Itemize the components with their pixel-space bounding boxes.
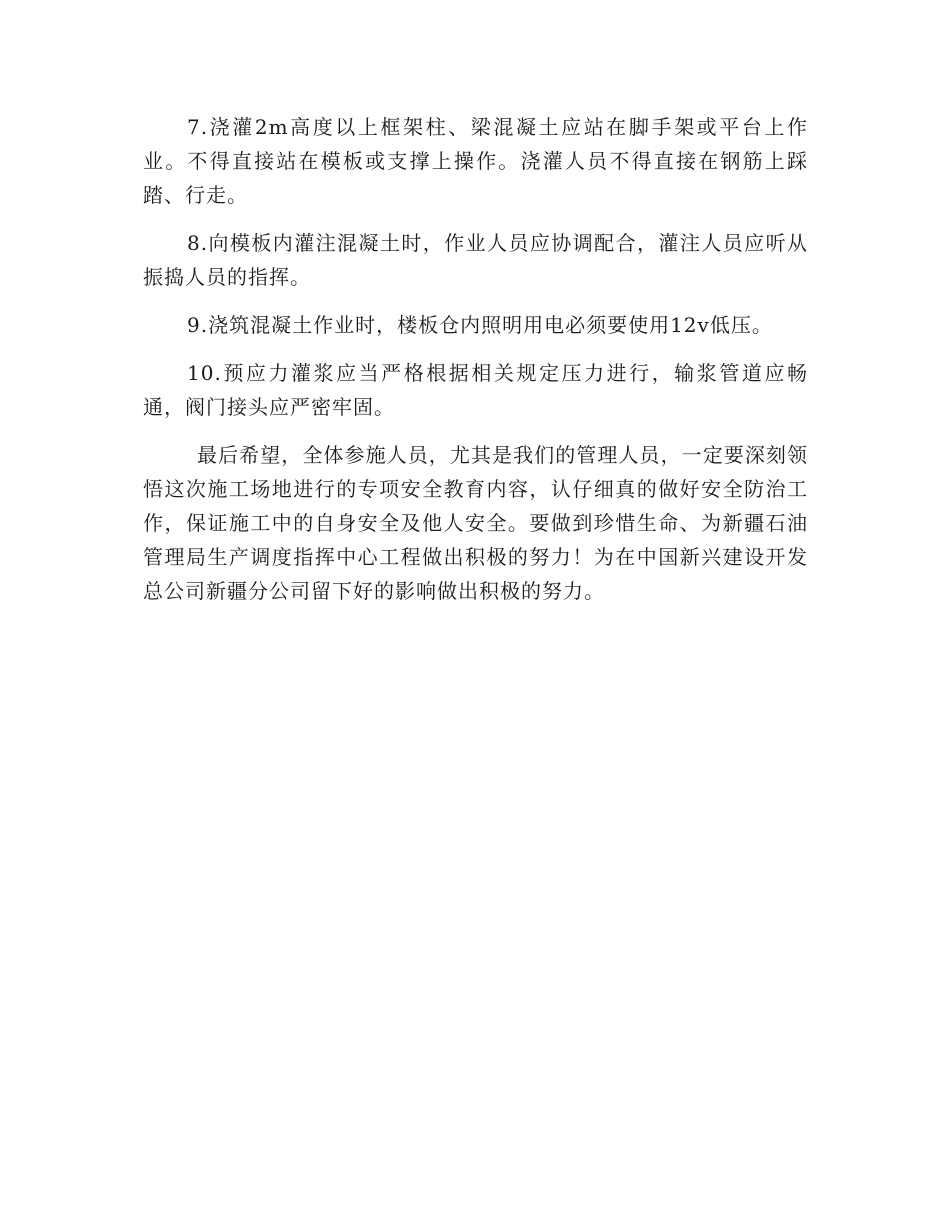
closing-paragraph: 最后希望，全体参施人员，尤其是我们的管理人员，一定要深刻领悟这次施工场地进行的专项安全教育内容，认仔细真的做好安全防治工作，保证施工中的自身安全及他人安全。要做到珍惜生命、为新疆石油管理局生产调度指挥中心工程做出积极的努力！为在中国新兴建设开发总公司新疆分公司留下好的影响做出积极的努力。 xyxy=(143,443,808,603)
document-body xyxy=(143,110,808,622)
rule-paragraph-10: 10.预应力灌浆应当严格根据相关规定压力进行，输浆管道应畅通，阀门接头应严密牢固。 xyxy=(143,361,808,419)
rule-paragraph-8: 8.向模板内灌注混凝土时，作业人员应协调配合，灌注人员应听从振捣人员的指挥。 xyxy=(143,231,808,289)
rule-paragraph-9: 9.浇筑混凝土作业时，楼板仓内照明用电必须要使用12v低压。 xyxy=(187,313,773,337)
rule-paragraph-7: 7.浇灌2m高度以上框架柱、梁混凝土应站在脚手架或平台上作业。不得直接站在模板或支撑上操作。浇灌人员不得直接在钢筋上踩踏、行走。 xyxy=(143,115,808,207)
